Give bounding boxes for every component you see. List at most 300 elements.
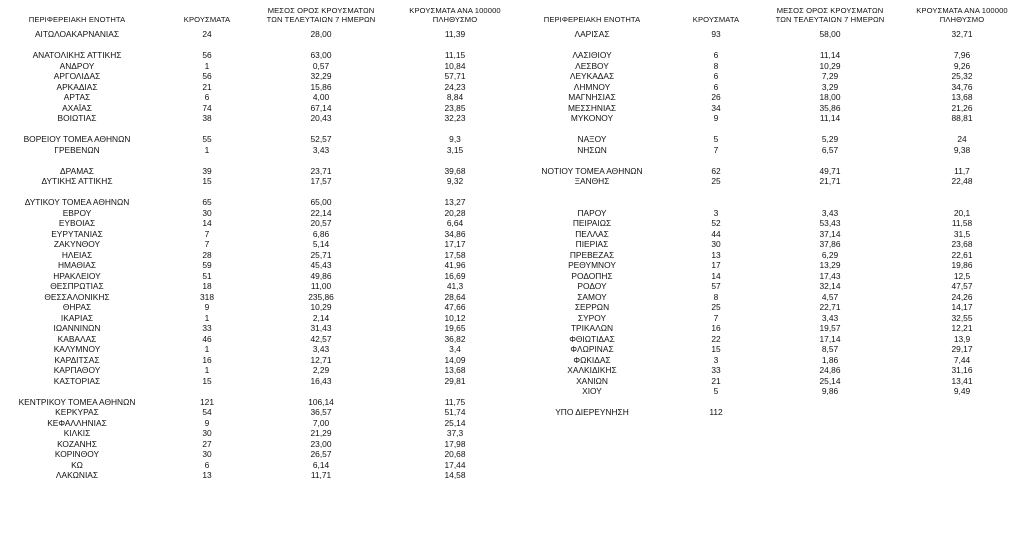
cell-cases: 8 — [713, 60, 719, 71]
cell-region: ΡΟΔΟΠΗΣ — [571, 270, 613, 281]
cell-region: ΣΕΡΡΩΝ — [574, 302, 610, 312]
cell-region: ΧΑΝΙΩΝ — [576, 375, 608, 386]
cell-per100k: 41,3 — [446, 281, 464, 291]
table-row — [515, 82, 1020, 93]
cell-per100k: 13,68 — [444, 365, 466, 375]
cell-avg: 2,14 — [312, 312, 330, 323]
cell-avg: 11,14 — [819, 113, 841, 123]
cell-region: ΚΑΛΥΜΝΟΥ — [53, 344, 101, 354]
cell-cases: 22 — [711, 333, 721, 344]
cell-region: ΣΥΡΟΥ — [577, 312, 607, 323]
cell-per100k: 24,26 — [951, 291, 973, 302]
cell-per100k: 31,16 — [951, 365, 973, 375]
table-row — [515, 197, 1020, 208]
cell-avg: 106,14 — [308, 396, 334, 407]
cell-cases: 14 — [711, 270, 721, 281]
header-per100k-line2: ΠΛΗΘΥΣΜΟ — [939, 15, 985, 24]
cell-region: ΥΠΟ ΔΙΕΡΕΥΝΗΣΗ — [555, 407, 629, 417]
cell-per100k: 7,44 — [953, 354, 971, 365]
cell-avg: 26,57 — [310, 449, 332, 459]
cell-avg: 24,86 — [819, 365, 841, 375]
cell-avg: 32,29 — [310, 71, 332, 81]
cell-cases: 28 — [202, 249, 212, 260]
cell-cases: 59 — [202, 260, 212, 270]
cell-cases: 30 — [202, 428, 212, 438]
cell-per100k: 14,09 — [444, 354, 466, 365]
cell-region: ΕΥΡΥΤΑΝΙΑΣ — [51, 228, 103, 239]
table-row — [0, 155, 510, 166]
cell-avg: 49,86 — [310, 270, 332, 281]
cell-cases: 25 — [711, 176, 721, 186]
cell-region: ΛΑΣΙΘΙΟΥ — [572, 50, 612, 60]
cell-region: ΡΕΘΥΜΝΟΥ — [568, 260, 616, 270]
cell-cases: 56 — [202, 71, 212, 81]
cell-cases: 38 — [202, 113, 212, 123]
cell-cases: 121 — [200, 396, 214, 407]
cell-cases: 46 — [202, 333, 212, 344]
cell-cases: 21 — [711, 375, 721, 386]
table-row — [0, 187, 510, 198]
table-row — [0, 365, 510, 376]
table-row — [0, 344, 510, 355]
header-avg-line1: ΜΕΣΟΣ ΟΡΟΣ ΚΡΟΥΣΜΑΤΩΝ — [776, 6, 884, 15]
cell-cases: 34 — [711, 102, 721, 113]
cell-cases: 9 — [204, 417, 210, 428]
cell-region: ΘΕΣΠΡΩΤΙΑΣ — [50, 281, 104, 291]
table-row — [0, 229, 510, 240]
table-row — [515, 407, 1020, 418]
cell-per100k: 14,58 — [444, 470, 466, 480]
cell-per100k: 24 — [957, 134, 967, 144]
cell-avg: 4,57 — [821, 291, 839, 302]
cell-avg: 32,14 — [819, 281, 841, 291]
cell-per100k: 31,5 — [953, 228, 971, 239]
cell-cases: 7 — [713, 144, 719, 155]
cell-avg: 17,43 — [819, 270, 841, 281]
table-row — [0, 323, 510, 334]
cell-region: ΑΝΔΡΟΥ — [59, 60, 95, 71]
cell-per100k: 12,5 — [953, 270, 971, 281]
table-row — [0, 355, 510, 366]
table-row — [0, 292, 510, 303]
cell-per100k: 22,61 — [951, 249, 973, 260]
cell-cases: 5 — [713, 386, 719, 396]
cell-cases: 54 — [202, 407, 212, 417]
cell-per100k: 17,98 — [444, 438, 466, 449]
cell-avg: 5,14 — [312, 239, 330, 249]
cell-avg: 7,00 — [312, 417, 330, 428]
table-row — [515, 50, 1020, 61]
cell-per100k: 13,68 — [951, 92, 973, 102]
cell-per100k: 25,32 — [951, 71, 973, 81]
cell-cases: 51 — [202, 270, 212, 281]
cell-per100k: 9,49 — [953, 386, 971, 396]
cell-region: ΚΑΒΑΛΑΣ — [57, 333, 97, 344]
cell-region: ΗΡΑΚΛΕΙΟΥ — [53, 270, 101, 281]
cell-cases: 14 — [202, 218, 212, 228]
cell-per100k: 11,58 — [951, 218, 973, 228]
cell-per100k: 21,26 — [951, 102, 973, 113]
cell-cases: 3 — [713, 207, 719, 218]
cell-avg: 49,71 — [819, 165, 841, 176]
cell-region: ΠΕΛΛΑΣ — [575, 228, 609, 239]
table-row — [515, 250, 1020, 261]
cell-per100k: 11,75 — [444, 396, 466, 407]
table-row — [515, 376, 1020, 387]
cell-per100k: 20,1 — [953, 207, 971, 218]
cell-per100k: 7,96 — [953, 50, 971, 60]
cell-region: ΘΕΣΣΑΛΟΝΙΚΗΣ — [44, 291, 110, 302]
table-row — [0, 449, 510, 460]
cell-avg: 36,57 — [310, 407, 332, 417]
table-row — [0, 260, 510, 271]
cell-avg: 16,43 — [310, 375, 332, 386]
cell-per100k: 10,84 — [444, 60, 466, 71]
cell-region: ΣΑΜΟΥ — [577, 291, 607, 302]
cell-region: ΚΙΛΚΙΣ — [63, 428, 91, 438]
cell-per100k: 29,81 — [444, 375, 466, 386]
cell-cases: 24 — [202, 29, 212, 39]
cell-cases: 33 — [711, 365, 721, 375]
cell-avg: 37,86 — [819, 239, 841, 249]
cell-cases: 112 — [709, 407, 723, 417]
cell-avg: 6,29 — [821, 249, 839, 260]
cell-avg: 23,00 — [310, 438, 332, 449]
cell-per100k: 9,3 — [449, 134, 461, 144]
table-row — [515, 260, 1020, 271]
table-row — [0, 428, 510, 439]
cell-avg: 11,14 — [819, 50, 841, 60]
cell-region: ΚΕΝΤΡΙΚΟΥ ΤΟΜΕΑ ΑΘΗΝΩΝ — [18, 396, 136, 407]
cell-cases: 57 — [711, 281, 721, 291]
table-row — [0, 239, 510, 250]
cell-region: ΔΥΤΙΚΗΣ ΑΤΤΙΚΗΣ — [41, 176, 113, 186]
cell-region: ΚΟΖΑΝΗΣ — [57, 438, 97, 449]
cell-per100k: 3,4 — [449, 344, 461, 354]
table-row — [515, 71, 1020, 82]
cell-per100k: 10,12 — [444, 312, 466, 323]
cell-per100k: 34,86 — [444, 228, 466, 239]
cell-cases: 33 — [202, 323, 212, 333]
table-row — [515, 134, 1020, 145]
left-table — [0, 5, 510, 481]
cell-avg: 10,29 — [819, 60, 841, 71]
cell-region: ΗΜΑΘΙΑΣ — [57, 260, 97, 270]
cell-avg: 11,00 — [310, 281, 332, 291]
right-table-body — [515, 29, 1020, 418]
table-row — [515, 229, 1020, 240]
cell-region: ΡΟΔΟΥ — [577, 281, 607, 291]
cell-cases: 56 — [202, 50, 212, 60]
cell-avg: 235,86 — [308, 291, 334, 302]
cell-cases: 6 — [204, 92, 210, 102]
cell-cases: 18 — [202, 281, 212, 291]
cell-avg: 0,57 — [312, 60, 330, 71]
cell-cases: 9 — [713, 113, 719, 123]
cell-avg: 6,14 — [312, 459, 330, 470]
left-table-header — [0, 5, 510, 29]
table-row — [515, 218, 1020, 229]
cell-cases: 7 — [204, 239, 210, 249]
table-row — [515, 29, 1020, 40]
table-row — [515, 187, 1020, 198]
cell-per100k: 9,26 — [953, 60, 971, 71]
cell-per100k: 3,15 — [446, 144, 464, 155]
cell-per100k: 34,76 — [951, 81, 973, 92]
cell-cases: 52 — [711, 218, 721, 228]
cell-region: ΦΩΚΙΔΑΣ — [573, 354, 611, 365]
header-region: ΠΕΡΙΦΕΡΕΙΑΚΗ ΕΝΟΤΗΤΑ — [543, 15, 641, 24]
left-table-body — [0, 29, 510, 481]
table-row — [0, 124, 510, 135]
table-row — [515, 397, 1020, 408]
cell-avg: 5,29 — [821, 134, 839, 144]
cell-avg: 2,29 — [312, 365, 330, 375]
cell-per100k: 16,69 — [444, 270, 466, 281]
cell-cases: 7 — [713, 312, 719, 323]
table-row — [0, 145, 510, 156]
cell-per100k: 47,66 — [444, 302, 466, 312]
cell-region: ΒΟΙΩΤΙΑΣ — [57, 113, 97, 123]
cell-region: ΧΑΛΚΙΔΙΚΗΣ — [567, 365, 617, 375]
cell-per100k: 47,57 — [951, 281, 973, 291]
cell-region: ΑΙΤΩΛΟΑΚΑΡΝΑΝΙΑΣ — [34, 29, 120, 39]
table-row — [0, 166, 510, 177]
table-row — [0, 29, 510, 40]
cell-per100k: 9,38 — [953, 144, 971, 155]
cell-avg: 25,14 — [819, 375, 841, 386]
cell-avg: 6,57 — [821, 144, 839, 155]
cell-per100k: 41,96 — [444, 260, 466, 270]
cell-avg: 20,57 — [310, 218, 332, 228]
cell-per100k: 13,9 — [953, 333, 971, 344]
cell-avg: 8,57 — [821, 344, 839, 354]
table-row — [0, 302, 510, 313]
table-row — [515, 271, 1020, 282]
cell-cases: 65 — [202, 197, 212, 207]
cell-region: ΙΩΑΝΝΙΝΩΝ — [53, 323, 101, 333]
cell-avg: 19,57 — [819, 323, 841, 333]
cell-cases: 55 — [202, 134, 212, 144]
table-row — [515, 239, 1020, 250]
cell-avg: 11,71 — [310, 470, 332, 480]
cell-region: ΚΑΡΠΑΘΟΥ — [53, 365, 101, 375]
header-avg-line2: ΤΩΝ ΤΕΛΕΥΤΑΙΩΝ 7 ΗΜΕΡΩΝ — [266, 15, 376, 24]
cell-cases: 6 — [204, 459, 210, 470]
cell-per100k: 37,3 — [446, 428, 464, 438]
cell-cases: 7 — [204, 228, 210, 239]
cell-avg: 53,43 — [819, 218, 841, 228]
cell-cases: 74 — [202, 102, 212, 113]
cell-region: ΚΑΣΤΟΡΙΑΣ — [53, 375, 101, 386]
cell-cases: 3 — [713, 354, 719, 365]
table-row — [515, 40, 1020, 51]
cell-avg: 45,43 — [310, 260, 332, 270]
cell-per100k: 29,17 — [951, 344, 973, 354]
cell-avg: 17,14 — [819, 333, 841, 344]
cell-per100k: 32,71 — [951, 29, 973, 39]
cell-per100k: 11,7 — [954, 165, 970, 176]
table-row — [0, 208, 510, 219]
cell-cases: 62 — [711, 165, 721, 176]
cell-cases: 26 — [711, 92, 721, 102]
cell-region: ΤΡΙΚΑΛΩΝ — [570, 323, 614, 333]
cell-per100k: 20,28 — [444, 207, 466, 218]
cell-cases: 5 — [713, 134, 719, 144]
cell-region: ΑΡΓΟΛΙΔΑΣ — [53, 71, 101, 81]
cell-cases: 9 — [204, 302, 210, 312]
cell-avg: 3,43 — [821, 312, 839, 323]
cell-per100k: 11,15 — [444, 50, 466, 60]
cell-region: ΘΗΡΑΣ — [62, 302, 92, 312]
table-row — [0, 176, 510, 187]
table-row — [0, 134, 510, 145]
cell-region: ΔΥΤΙΚΟΥ ΤΟΜΕΑ ΑΘΗΝΩΝ — [24, 197, 130, 207]
cell-region: ΑΡΚΑΔΙΑΣ — [56, 81, 98, 92]
cell-avg: 22,14 — [310, 207, 332, 218]
cell-cases: 30 — [202, 207, 212, 218]
cell-per100k: 13,41 — [951, 375, 973, 386]
cell-region: ΜΥΚΟΝΟΥ — [570, 113, 614, 123]
cell-cases: 6 — [713, 81, 719, 92]
cell-region: ΛΑΡΙΣΑΣ — [574, 29, 610, 39]
table-row — [0, 271, 510, 282]
cell-region: ΛΗΜΝΟΥ — [573, 81, 611, 92]
header-per100k-line1: ΚΡΟΥΣΜΑΤΑ ΑΝΑ 100000 — [916, 6, 1008, 15]
cell-avg: 28,00 — [310, 29, 332, 39]
cell-cases: 21 — [202, 81, 212, 92]
table-row — [0, 50, 510, 61]
cell-avg: 4,00 — [312, 92, 330, 102]
table-row — [515, 103, 1020, 114]
table-row — [0, 103, 510, 114]
cell-per100k: 6,64 — [446, 218, 464, 228]
cell-per100k: 23,85 — [444, 102, 466, 113]
table-row — [0, 197, 510, 208]
cell-per100k: 23,68 — [951, 239, 973, 249]
cell-cases: 25 — [711, 302, 721, 312]
cell-per100k: 32,23 — [444, 113, 466, 123]
table-row — [515, 61, 1020, 72]
cell-region: ΑΧΑΪΑΣ — [62, 102, 92, 113]
table-row — [515, 155, 1020, 166]
cell-avg: 63,00 — [310, 50, 332, 60]
table-row — [515, 355, 1020, 366]
cell-avg: 22,71 — [819, 302, 841, 312]
table-row — [515, 113, 1020, 124]
cell-avg: 6,86 — [312, 228, 330, 239]
cell-region: ΛΕΣΒΟΥ — [575, 60, 609, 71]
table-row — [0, 40, 510, 51]
cell-per100k: 28,64 — [444, 291, 466, 302]
cell-avg: 7,29 — [821, 71, 839, 81]
cell-avg: 52,57 — [310, 134, 332, 144]
cell-region: ΦΘΙΩΤΙΔΑΣ — [569, 333, 615, 344]
cell-region: ΕΥΒΟΙΑΣ — [58, 218, 96, 228]
cell-cases: 1 — [204, 344, 210, 354]
cell-per100k: 39,68 — [444, 165, 466, 176]
table-row — [0, 460, 510, 471]
cell-per100k: 25,14 — [444, 417, 466, 428]
table-row — [0, 407, 510, 418]
cell-per100k: 51,74 — [444, 407, 466, 417]
cell-per100k: 57,71 — [444, 71, 466, 81]
cell-avg: 35,86 — [819, 102, 841, 113]
table-row — [515, 176, 1020, 187]
cell-region: ΝΑΞΟΥ — [577, 134, 607, 144]
cell-cases: 318 — [200, 291, 214, 302]
table-row — [515, 208, 1020, 219]
table-row — [0, 113, 510, 124]
table-row — [0, 470, 510, 481]
header-cases: ΚΡΟΥΣΜΑΤΑ — [183, 15, 231, 24]
cell-region: ΚΟΡΙΝΘΟΥ — [54, 449, 100, 459]
cell-per100k: 24,23 — [444, 81, 466, 92]
cell-avg: 12,71 — [310, 354, 332, 365]
cell-region: ΒΟΡΕΙΟΥ ΤΟΜΕΑ ΑΘΗΝΩΝ — [23, 134, 131, 144]
right-table — [515, 5, 1020, 418]
cell-cases: 13 — [202, 470, 212, 480]
cell-cases: 27 — [202, 438, 212, 449]
cell-region: ΝΟΤΙΟΥ ΤΟΜΕΑ ΑΘΗΝΩΝ — [541, 165, 643, 176]
cell-cases: 1 — [204, 60, 210, 71]
cell-region: ΕΒΡΟΥ — [62, 207, 92, 218]
cell-cases: 17 — [711, 260, 721, 270]
table-row — [0, 397, 510, 408]
cell-avg: 9,86 — [821, 386, 839, 396]
table-row — [515, 386, 1020, 397]
cell-region: ΝΗΣΩΝ — [577, 144, 607, 155]
cell-avg: 21,71 — [819, 176, 841, 186]
cell-region: ΚΩ — [71, 459, 83, 470]
cell-per100k: 9,32 — [446, 176, 464, 186]
cell-cases: 16 — [711, 323, 721, 333]
cell-cases: 1 — [204, 365, 210, 375]
right-table-header — [515, 5, 1020, 29]
cell-region: ΚΕΦΑΛΛΗΝΙΑΣ — [47, 417, 107, 428]
cell-per100k: 17,17 — [444, 239, 466, 249]
cell-per100k: 14,17 — [951, 302, 973, 312]
cell-per100k: 32,55 — [951, 312, 973, 323]
cell-avg: 20,43 — [310, 113, 332, 123]
cell-cases: 44 — [711, 228, 721, 239]
cell-cases: 15 — [202, 176, 212, 186]
cell-cases: 8 — [713, 291, 719, 302]
table-row — [515, 323, 1020, 334]
cell-region: ΖΑΚΥΝΘΟΥ — [53, 239, 101, 249]
header-avg-line2: ΤΩΝ ΤΕΛΕΥΤΑΙΩΝ 7 ΗΜΕΡΩΝ — [775, 15, 885, 24]
table-row — [0, 61, 510, 72]
cell-per100k: 8,84 — [446, 92, 464, 102]
cell-cases: 6 — [713, 50, 719, 60]
cell-cases: 15 — [711, 344, 721, 354]
cell-cases: 30 — [711, 239, 721, 249]
table-row — [515, 313, 1020, 324]
cell-per100k: 19,65 — [444, 323, 466, 333]
cell-per100k: 11,39 — [444, 29, 466, 39]
cell-avg: 58,00 — [819, 29, 841, 39]
cell-cases: 93 — [711, 29, 721, 39]
cell-cases: 13 — [711, 249, 721, 260]
cell-avg: 23,71 — [310, 165, 332, 176]
cell-region: ΠΙΕΡΙΑΣ — [575, 239, 609, 249]
cell-avg: 21,29 — [310, 428, 332, 438]
cell-region: ΠΡΕΒΕΖΑΣ — [569, 249, 615, 260]
header-per100k-line1: ΚΡΟΥΣΜΑΤΑ ΑΝΑ 100000 — [409, 6, 501, 15]
cell-region: ΧΙΟΥ — [582, 386, 602, 396]
table-row — [515, 124, 1020, 135]
cell-avg: 3,43 — [821, 207, 839, 218]
